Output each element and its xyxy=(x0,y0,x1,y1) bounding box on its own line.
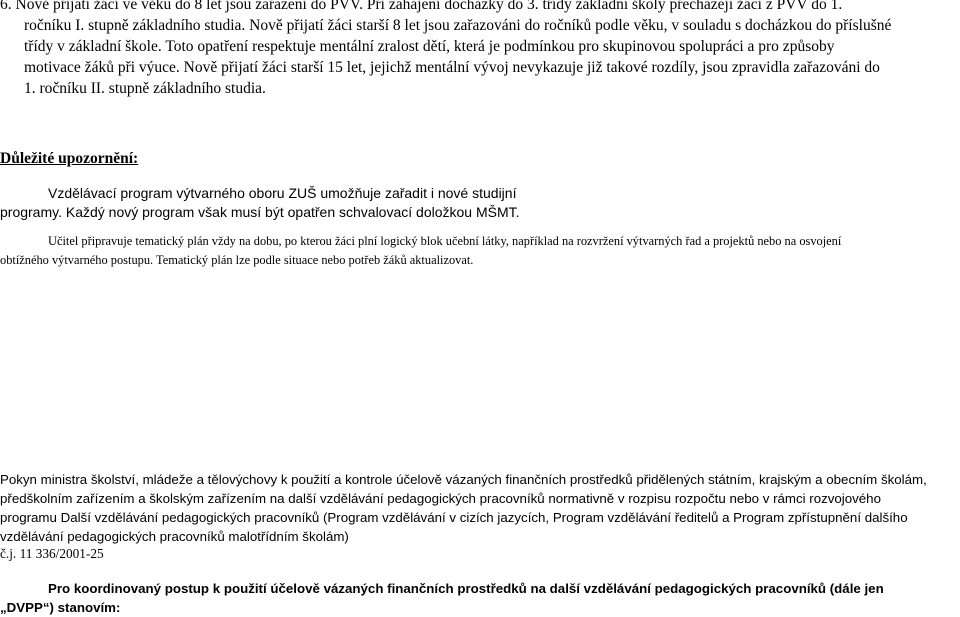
warning-text xyxy=(0,184,540,222)
list-item-6-line: motivace žáků při výuce. Nově přijatí žáci starší 15 let, jejichž mentální vývoj nevykazuje již takové rozdíly, jsou zpravidla zařazováni do xyxy=(24,59,880,76)
teacher-note-line: obtížného výtvarného postupu. Tematický plán lze podle situace nebo potřeb žáků aktualizovat. xyxy=(0,253,474,267)
dvpp-line: „DVPP“) stanovím: xyxy=(0,600,121,615)
list-item-6-line: 6. Nově přijatí žáci ve věku do 8 let jsou zařazeni do PVV. Při zahájení docházky do 3. třídy základní školy přecházejí žáci z PVV do 1. xyxy=(0,0,843,13)
directive-line: předškolním zařízením a školským zařízením na další vzdělávání pedagogických pracovníků normativně v rozpisu rozpočtu nebo v rámci rozvojového xyxy=(0,491,881,506)
teacher-note-line: Učitel připravuje tematický plán vždy na dobu, po kterou žáci plní logický blok učební látky, například na rozvržení výtvarných řad a projektů nebo na osvojení xyxy=(48,234,842,248)
directive-line: vzdělávání pedagogických pracovníků malotřídním školám) xyxy=(0,529,349,544)
reference-number: č.j. 11 336/2001-25 xyxy=(0,546,104,561)
warning-line: programy. Každý nový program však musí být opatřen schvalovací doložkou MŠMT. xyxy=(0,204,520,220)
directive-line: programu Další vzdělávání pedagogických pracovníků (Program vzdělávání v cizích jazycích, Program vzdělávání ředitelů a Program zpřístupnění dalšího xyxy=(0,510,908,525)
dvpp-line: Pro koordinovaný postup k použití účelově vázaných finančních prostředků na další vzdělávání pedagogických pracovníků (dále jen xyxy=(48,581,884,596)
list-item-6-line: třídy v základní škole. Toto opatření respektuje mentální zralost dětí, která je podmínkou pro skupinovou spolupráci a pro způsoby xyxy=(24,38,835,55)
ministry-directive xyxy=(0,470,958,546)
directive-line: Pokyn ministra školství, mládeže a tělovýchovy k použití a kontrole účelově vázaných finančních prostředků přidělených státním, krajským a obecním školám, xyxy=(0,472,927,487)
dvpp-statement xyxy=(0,579,958,617)
warning-line: Vzdělávací program výtvarného oboru ZUŠ umožňuje zařadit i nové studijní xyxy=(48,185,517,201)
teacher-note xyxy=(0,232,956,270)
list-item-6 xyxy=(0,0,956,99)
list-item-6-line: ročníku I. stupně základního studia. Nově přijatí žáci starší 8 let jsou zařazováni do ročníků podle věku, v souladu s docházkou do příslušné xyxy=(24,17,892,34)
list-item-6-line: 1. ročníku II. stupně základního studia. xyxy=(24,80,266,97)
warning-heading: Důležité upozornění: xyxy=(0,150,139,167)
